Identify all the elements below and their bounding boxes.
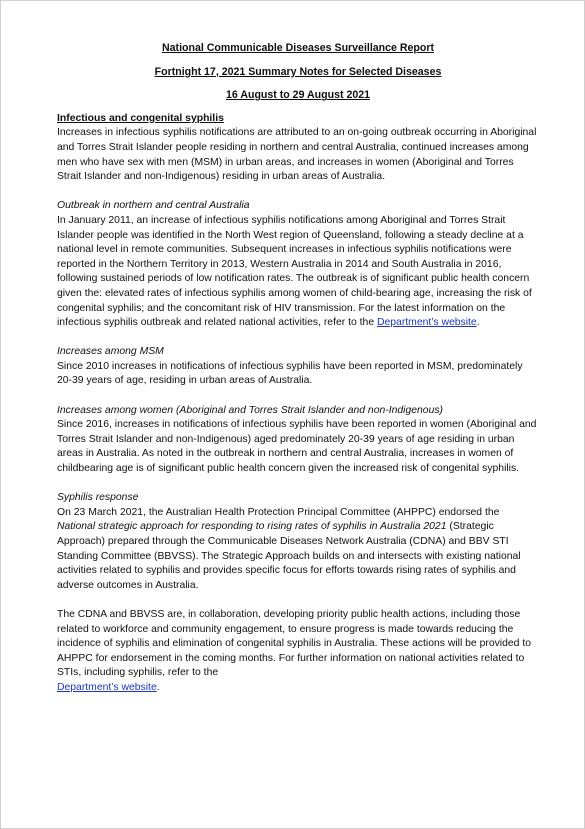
- document-body: [57, 41, 539, 696]
- strategic-approach-title: National strategic approach for responding to rising rates of syphilis in Australia 2021: [57, 521, 447, 533]
- response-paragraph-2: The CDNA and BBVSS are, in collaboration, developing priority public health actions, including those related to workforce and community engagement, to ensure progress is made towards reducing the incidence of syphilis and elimination of congenital syphilis in Australia. These actions will be provided to AHPPC for endorsement in the coming months. For further information on national activities related to STIs, including syphilis, refer to the: [57, 608, 532, 679]
- department-website-link-2[interactable]: Department’s website: [57, 681, 157, 693]
- department-website-link[interactable]: Department’s website: [376, 317, 477, 329]
- section-intro-paragraph: Increases in infectious syphilis notifications are attributed to an on-going outbreak occurring in Aboriginal and Torres Strait Islander people residing in northern and central Australia, continued increases among men who have sex with men (MSM) in urban areas, and increases in women (Aboriginal and Torres Strait Islander and non-Indigenous) residing in urban areas of Australia.: [57, 127, 537, 183]
- outbreak-period: .: [476, 317, 480, 329]
- report-date-range: 16 August to 29 August 2021: [225, 89, 371, 102]
- response-period: .: [156, 681, 160, 693]
- subheading-msm: Increases among MSM: [57, 346, 164, 358]
- response-text-after: (Strategic Approach) prepared through the Communicable Diseases Network Australia (CDNA) and BBV STI Standing Committee (BBVSS). The Strategic Approach builds on and intersects with existing national activities related to syphilis and provides specific focus for efforts towards rising rates of syphilis and adverse outcomes in Australia.: [57, 521, 521, 591]
- subheading-outbreak: Outbreak in northern and central Australia: [57, 200, 250, 212]
- women-paragraph: Since 2016, increases in notifications of infectious syphilis have been reported in women (Aboriginal and Torres Strait Islander and non-Indigenous) aged predominately 20-39 years of age residing in urban areas in Australia. As noted in the outbreak in northern and central Australia, increases in women of childbearing age is of significant public health concern given the increased risk of congenital syphilis.: [57, 419, 537, 475]
- response-paragraph: [57, 506, 539, 594]
- response-link-line: [57, 681, 539, 696]
- section-title-syphilis: Infectious and congenital syphilis: [57, 112, 224, 124]
- report-subtitle: Fortnight 17, 2021 Summary Notes for Selected Diseases: [154, 65, 442, 78]
- subheading-syphilis-response: Syphilis response: [57, 492, 139, 504]
- report-title: National Communicable Diseases Surveillance Report: [162, 42, 434, 54]
- response-text-before: On 23 March 2021, the Australian Health Protection Principal Committee (AHPPC) endorsed the: [57, 506, 500, 518]
- outbreak-paragraph: [57, 214, 539, 331]
- msm-paragraph: Since 2010 increases in notifications of infectious syphilis have been reported in MSM, predominately 20-39 years of age, residing in urban areas of Australia.: [57, 360, 523, 387]
- subheading-women: Increases among women (Aboriginal and Torres Strait Islander and non-Indigenous): [57, 404, 444, 416]
- outbreak-text: In January 2011, an increase of infectious syphilis notifications among Aboriginal and Torres Strait Islander people was identified in the North West region of Queensland, following a steady decline at a national level in remote communities. Subsequent increases in infectious syphilis notifications were reported in the Northern Territory in 2013, Western Australia in 2014 and South Australia in 2016, following sustained periods of low notification rates. The outbreak is of significant public health concern given the: elevated rates of infectious syphilis among women of child-bearing age, increasing the risk of congenital syphilis; and the concomitant risk of HIV transmission. For the latest information on the infectious syphilis outbreak and related national activities, refer to the: [57, 214, 532, 329]
